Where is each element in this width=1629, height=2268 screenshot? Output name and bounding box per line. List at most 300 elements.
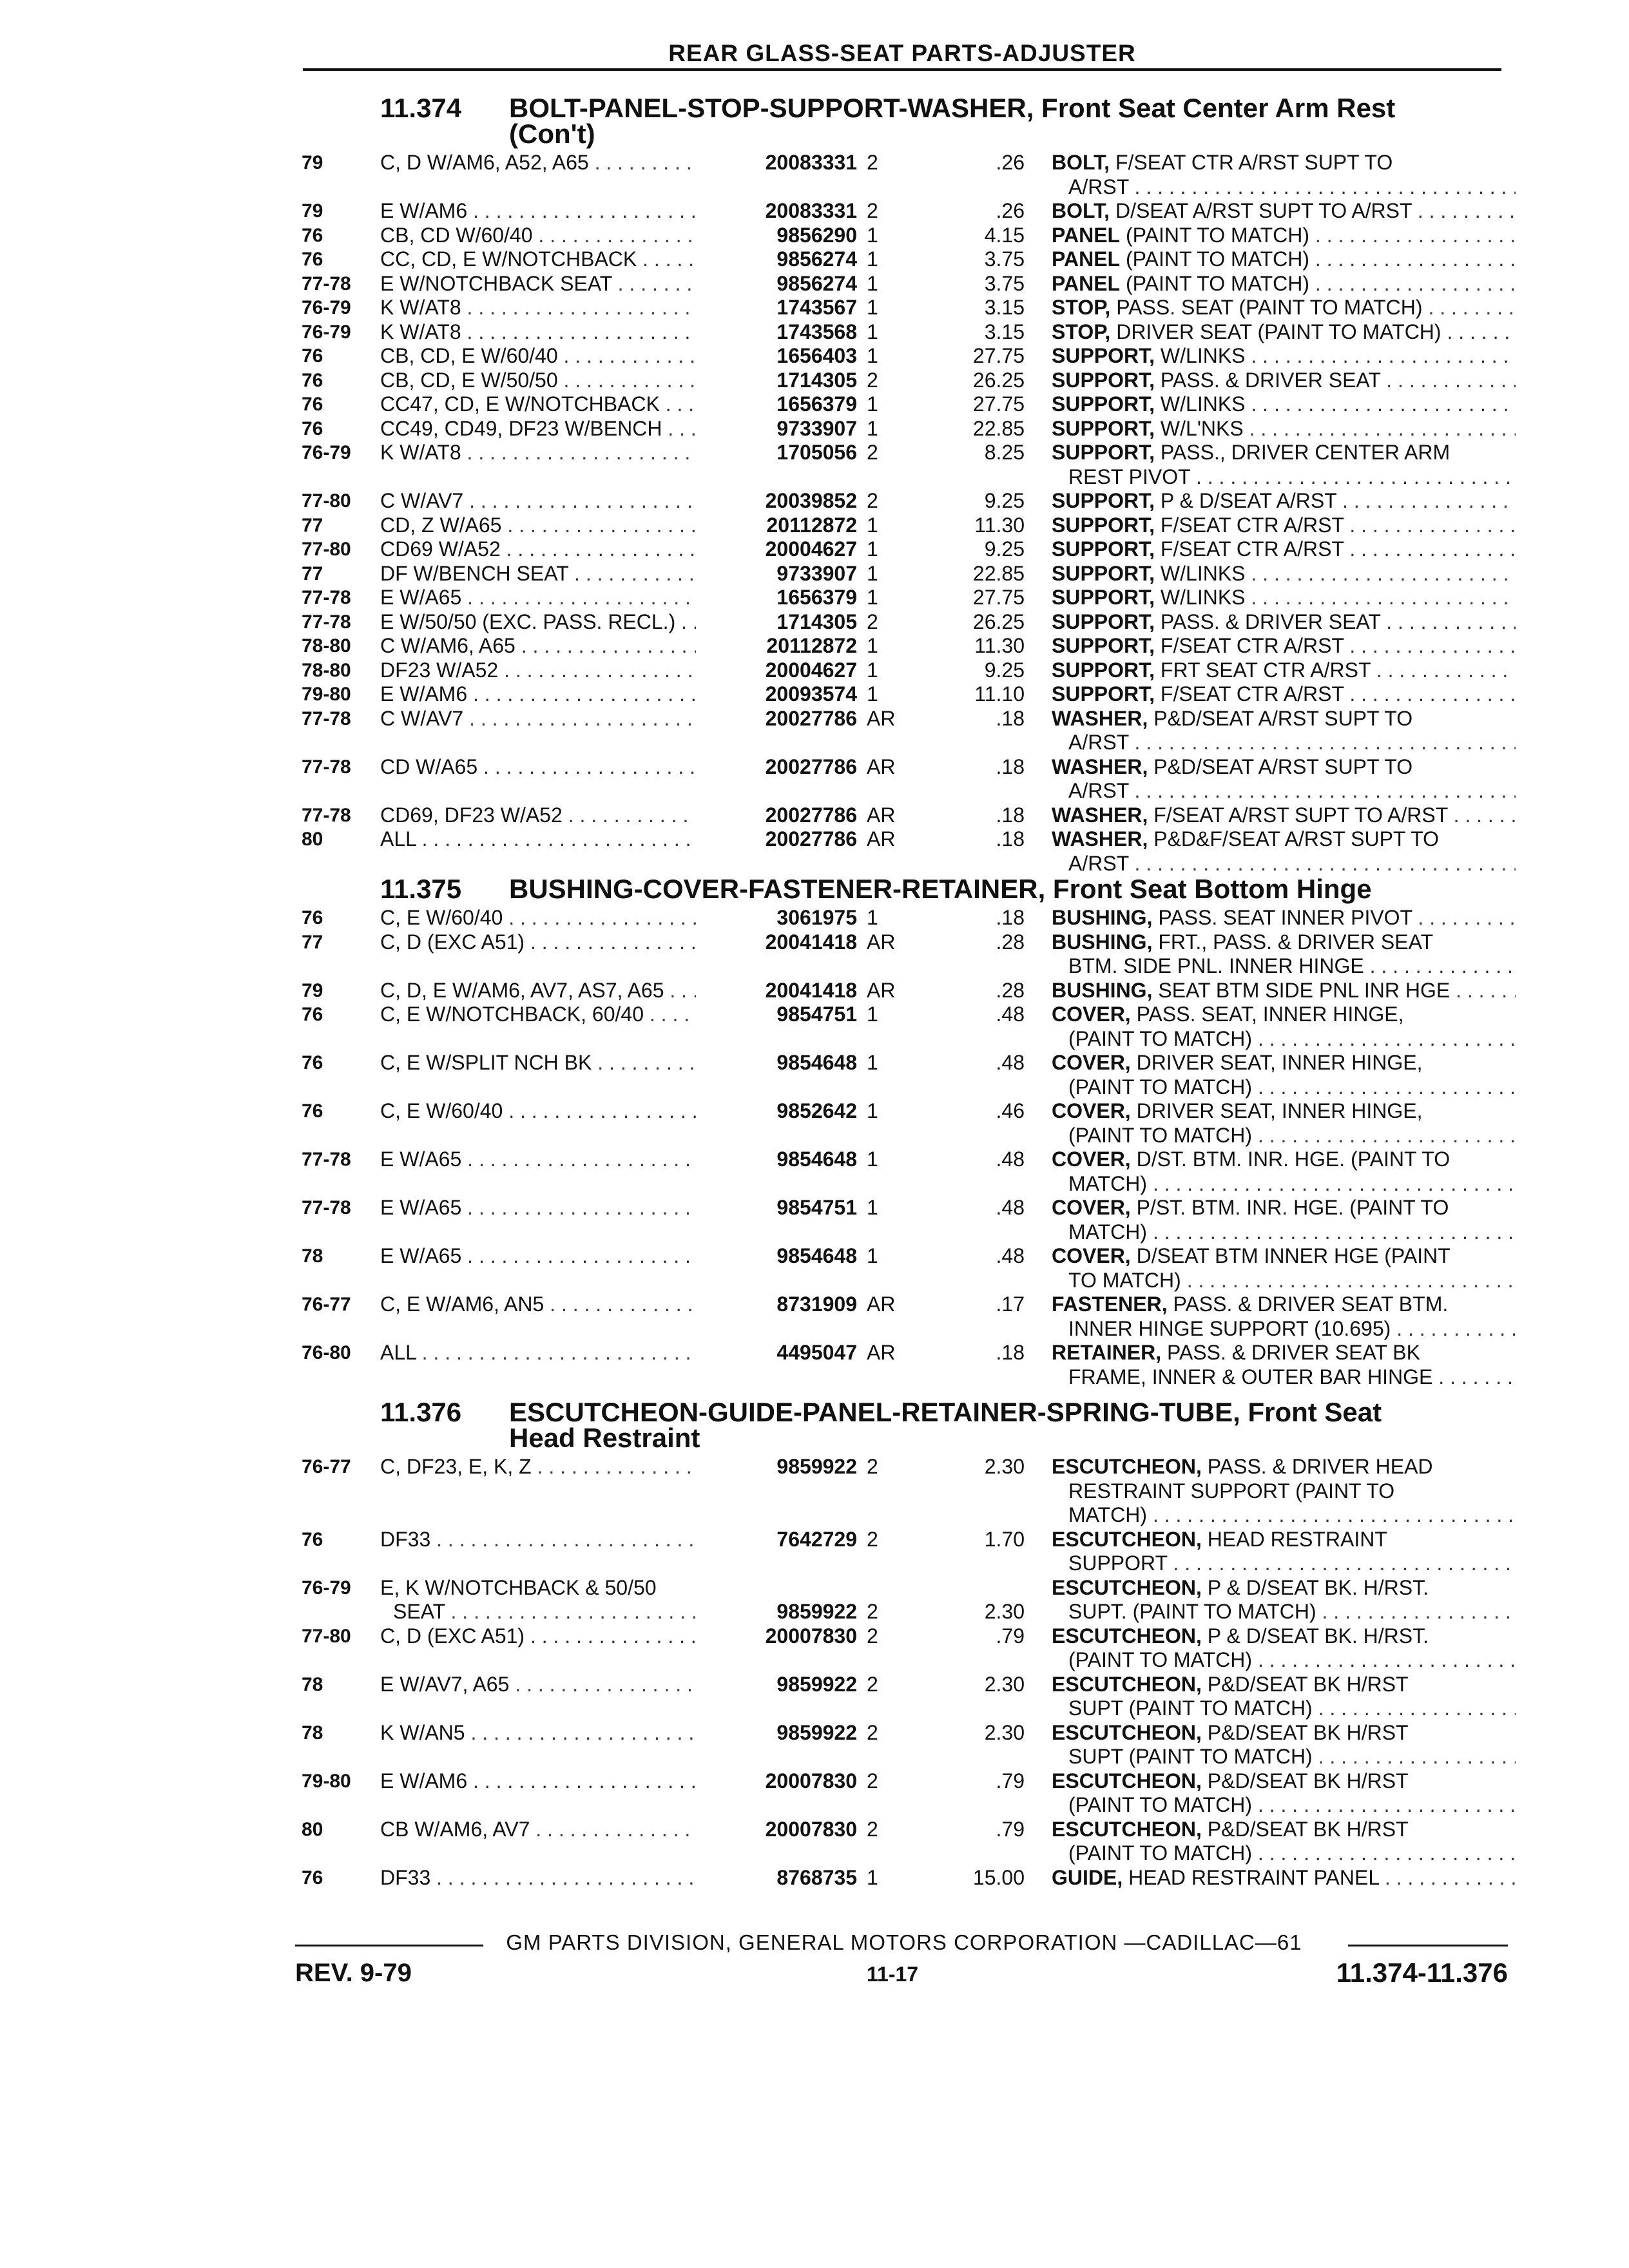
description-cell — [1052, 682, 1516, 707]
quantity-cell: 1 — [867, 1196, 878, 1219]
part-noun: BUSHING, — [1052, 978, 1153, 1002]
price-cell: 26.25 — [972, 610, 1025, 633]
description-cell — [1052, 1624, 1516, 1673]
description-line: COVER, PASS. SEAT, INNER HINGE, — [1052, 1003, 1404, 1026]
description-cell — [1052, 1148, 1516, 1196]
description-cell — [1052, 392, 1516, 417]
model-cell — [380, 610, 722, 635]
year-cell: 77-80 — [302, 539, 351, 560]
part-noun: WASHER, — [1052, 706, 1148, 730]
model-text: C, E W/60/40 . . . — [380, 906, 722, 929]
part-number-cell: 1656403 — [696, 344, 857, 369]
model-text: E W/AM6 . . . — [380, 682, 722, 706]
model-cell — [380, 514, 722, 538]
year-cell: 76 — [302, 369, 323, 391]
part-noun: COVER, — [1052, 1051, 1131, 1074]
description-cell — [1052, 1866, 1516, 1890]
model-text: C, D (EXC A51) . . . — [380, 1624, 722, 1648]
description-cell — [1052, 562, 1516, 586]
price-cell: .48 — [996, 1148, 1025, 1171]
model-text: E W/A65 . . . — [380, 586, 722, 609]
price-cell: 11.30 — [974, 513, 1025, 537]
quantity-cell: 1 — [867, 634, 878, 657]
section-name: BOLT-PANEL-STOP-SUPPORT-WASHER, — [509, 93, 1034, 123]
table-row — [0, 979, 1629, 1003]
price-cell: .26 — [996, 151, 1025, 174]
description-line: SUPPORT, F/SEAT CTR A/RST . . . — [1052, 537, 1516, 562]
part-number-cell: 9859922 — [696, 1455, 857, 1479]
part-number-cell: 9854648 — [696, 1244, 857, 1269]
description-line: SUPPORT, W/L'NKS . . . — [1052, 417, 1516, 441]
description-cell — [1052, 272, 1516, 296]
section-name: ESCUTCHEON-GUIDE-PANEL-RETAINER-SPRING-TUBE, — [509, 1397, 1240, 1427]
quantity-cell: 1 — [867, 1003, 878, 1026]
quantity-cell: AR — [867, 827, 896, 850]
section-11-374 — [0, 95, 1629, 876]
model-cell — [380, 247, 722, 272]
model-cell — [380, 979, 722, 1003]
model-cell — [380, 658, 722, 683]
section-range: 11.374-11.376 — [1336, 1957, 1508, 1988]
section-subtitle: Head Restraint — [509, 1423, 700, 1453]
model-cell — [380, 586, 722, 610]
quantity-cell: AR — [867, 978, 896, 1002]
description-line: STOP, DRIVER SEAT (PAINT TO MATCH) . . . — [1052, 320, 1516, 345]
quantity-cell: 1 — [867, 392, 878, 416]
quantity-cell: 1 — [867, 561, 878, 585]
description-line: SUPPORT, W/LINKS . . . — [1052, 586, 1516, 610]
table-row — [0, 224, 1629, 248]
part-number-cell: 20112872 — [696, 634, 857, 658]
quantity-cell: 2 — [867, 1672, 878, 1696]
model-cell — [380, 417, 722, 441]
description-line: COVER, P/ST. BTM. INR. HGE. (PAINT TO — [1052, 1196, 1449, 1219]
table-row — [0, 1528, 1629, 1576]
description-cell — [1052, 930, 1516, 979]
price-cell: 2.30 — [984, 1455, 1025, 1478]
part-number-cell: 9852642 — [696, 1099, 857, 1124]
part-number-cell: 20083331 — [696, 151, 857, 175]
description-line: BUSHING, FRT., PASS. & DRIVER SEAT — [1052, 930, 1434, 954]
description-cell — [1052, 827, 1516, 876]
description-line: ESCUTCHEON, P&D/SEAT BK H/RST — [1052, 1720, 1409, 1744]
description-line: BUSHING, SEAT BTM SIDE PNL INR HGE . . . — [1052, 979, 1516, 1003]
table-row — [0, 1721, 1629, 1769]
description-line: STOP, PASS. SEAT (PAINT TO MATCH) . . . — [1052, 296, 1516, 320]
quantity-cell: 1 — [867, 1865, 878, 1889]
model-cell — [380, 1576, 722, 1624]
price-cell: 2.30 — [984, 1672, 1025, 1696]
quantity-cell: 1 — [867, 658, 878, 682]
year-cell: 76-79 — [302, 442, 351, 463]
description-cell — [1052, 1003, 1516, 1051]
year-cell: 77-80 — [302, 1625, 351, 1647]
description-line: A/RST . . . — [1052, 731, 1516, 755]
model-text-cont: SEAT . . . — [380, 1600, 722, 1623]
part-number-cell: 8731909 — [696, 1293, 857, 1317]
year-cell: 78-80 — [302, 635, 351, 657]
description-line: SUPPORT, P & D/SEAT A/RST . . . — [1052, 489, 1516, 514]
part-noun: ESCUTCHEON, — [1052, 1672, 1202, 1696]
description-cell — [1052, 224, 1516, 248]
table-row — [0, 1196, 1629, 1244]
model-cell — [380, 1624, 722, 1649]
price-cell: 4.15 — [984, 223, 1025, 247]
year-cell: 76-77 — [302, 1294, 351, 1315]
part-noun: GUIDE, — [1052, 1865, 1123, 1889]
table-row — [0, 906, 1629, 930]
year-cell: 77-80 — [302, 490, 351, 512]
part-number-cell: 9854751 — [696, 1003, 857, 1027]
year-cell: 77-78 — [302, 756, 351, 778]
year-cell: 77-78 — [302, 804, 351, 826]
model-cell — [380, 489, 722, 514]
description-line: (PAINT TO MATCH) . . . — [1052, 1841, 1516, 1866]
price-cell: 27.75 — [972, 344, 1025, 367]
table-row — [0, 1051, 1629, 1099]
part-number-cell: 20007830 — [696, 1769, 857, 1794]
quantity-cell: 1 — [867, 223, 878, 247]
table-row — [0, 803, 1629, 828]
description-cell — [1052, 537, 1516, 562]
model-text: C, E W/NOTCHBACK, 60/40 . . . — [380, 1003, 722, 1026]
description-line: MATCH) . . . — [1052, 1172, 1516, 1196]
quantity-cell: 2 — [867, 1769, 878, 1792]
quantity-cell: 1 — [867, 513, 878, 537]
year-cell: 76-80 — [302, 1342, 351, 1363]
part-noun: COVER, — [1052, 1196, 1131, 1219]
quantity-cell: 1 — [867, 586, 878, 609]
model-text: C, DF23, E, K, Z . . . — [380, 1455, 722, 1478]
part-number-cell: 1743567 — [696, 296, 857, 320]
model-text: E W/A65 . . . — [380, 1244, 722, 1267]
model-cell — [380, 1148, 722, 1172]
description-line: ESCUTCHEON, P & D/SEAT BK. H/RST. — [1052, 1575, 1429, 1599]
year-cell: 77-78 — [302, 1197, 351, 1218]
quantity-cell: 2 — [867, 199, 878, 222]
model-text: CD W/A65 . . . — [380, 755, 722, 778]
model-text: E W/AV7, A65 . . . — [380, 1673, 722, 1696]
model-text: E W/AM6 . . . — [380, 199, 722, 222]
part-noun: SUPPORT, — [1052, 368, 1155, 392]
model-text: ALL . . . — [380, 1341, 722, 1364]
description-cell — [1052, 1576, 1516, 1624]
table-row — [0, 441, 1629, 489]
table-row — [0, 151, 1629, 199]
part-number-cell: 9856274 — [696, 272, 857, 296]
price-cell: .79 — [996, 1624, 1025, 1648]
quantity-cell: 1 — [867, 271, 878, 295]
part-number-cell: 20112872 — [696, 514, 857, 538]
description-line: SUPPORT, W/LINKS . . . — [1052, 392, 1516, 417]
part-number-cell: 1656379 — [696, 586, 857, 610]
quantity-cell: 1 — [867, 416, 878, 440]
model-text: C, E W/AM6, AN5 . . . — [380, 1293, 722, 1316]
quantity-cell: 2 — [867, 1817, 878, 1841]
quantity-cell: AR — [867, 754, 896, 778]
quantity-cell: 1 — [867, 344, 878, 367]
model-cell — [380, 296, 722, 320]
model-cell — [380, 562, 722, 586]
table-row — [0, 930, 1629, 979]
description-line: SUPPORT, F/SEAT CTR A/RST . . . — [1052, 682, 1516, 707]
model-text: CD, Z W/A65 . . . — [380, 514, 722, 537]
model-text: C, E W/SPLIT NCH BK . . . — [380, 1051, 722, 1074]
quantity-cell: 1 — [867, 537, 878, 561]
description-line: ESCUTCHEON, P&D/SEAT BK H/RST — [1052, 1817, 1409, 1841]
model-cell — [380, 1341, 722, 1365]
model-text: K W/AN5 . . . — [380, 1721, 722, 1744]
year-cell: 77-78 — [302, 707, 351, 729]
part-number-cell: 20039852 — [696, 489, 857, 514]
description-line: WASHER, P&D&F/SEAT A/RST SUPT TO — [1052, 827, 1440, 850]
part-noun: FASTENER, — [1052, 1293, 1168, 1316]
year-cell: 76 — [302, 1004, 323, 1025]
model-cell — [380, 634, 722, 658]
part-number-cell: 7642729 — [696, 1528, 857, 1552]
section-title — [380, 876, 1514, 902]
model-cell — [380, 1293, 722, 1317]
description-cell — [1052, 417, 1516, 441]
part-number-cell: 9733907 — [696, 562, 857, 586]
price-cell: .18 — [996, 706, 1025, 730]
model-text: C, D (EXC A51) . . . — [380, 930, 722, 954]
model-cell — [380, 803, 722, 828]
year-cell: 76-79 — [302, 321, 351, 343]
table-row — [0, 827, 1629, 876]
description-line: (PAINT TO MATCH) . . . — [1052, 1793, 1516, 1818]
description-line: ESCUTCHEON, P&D/SEAT BK H/RST — [1052, 1769, 1409, 1792]
description-cell — [1052, 1455, 1516, 1528]
description-line: RESTRAINT SUPPORT (PAINT TO — [1068, 1479, 1395, 1503]
model-cell — [380, 224, 722, 248]
year-cell: 79 — [302, 152, 323, 173]
part-noun: SUPPORT, — [1052, 416, 1155, 440]
part-number-cell: 9854648 — [696, 1051, 857, 1075]
table-row — [0, 272, 1629, 296]
section-title — [380, 95, 1514, 147]
year-cell: 78-80 — [302, 659, 351, 681]
price-cell: 3.15 — [984, 296, 1025, 319]
model-text: E W/AM6 . . . — [380, 1769, 722, 1792]
quantity-cell: 1 — [867, 906, 878, 929]
section-subject: Front Seat — [1248, 1397, 1382, 1427]
description-line: WASHER, P&D/SEAT A/RST SUPT TO — [1052, 706, 1413, 730]
part-number-cell: 3061975 — [696, 906, 857, 930]
table-row — [0, 417, 1629, 441]
price-cell: .18 — [996, 1341, 1025, 1364]
model-cell — [380, 1244, 722, 1269]
description-cell — [1052, 320, 1516, 345]
description-line: SUPPORT, PASS. & DRIVER SEAT . . . — [1052, 369, 1516, 393]
quantity-cell: 1 — [867, 320, 878, 343]
model-cell — [380, 682, 722, 707]
price-cell: .28 — [996, 978, 1025, 1002]
model-text: C W/AV7 . . . — [380, 489, 722, 512]
table-row — [0, 610, 1629, 635]
part-noun: SUPPORT, — [1052, 537, 1155, 561]
model-text: DF W/BENCH SEAT . . . — [380, 562, 722, 585]
table-row — [0, 1341, 1629, 1389]
part-number-cell: 9859922 — [696, 1721, 857, 1745]
model-cell — [380, 320, 722, 345]
part-noun: SUPPORT, — [1052, 513, 1155, 537]
section-number: 11.374 — [380, 93, 462, 123]
part-noun: SUPPORT, — [1052, 392, 1155, 416]
part-number-cell: 9859922 — [696, 1600, 857, 1624]
table-row — [0, 707, 1629, 755]
model-text: C, D W/AM6, A52, A65 . . . — [380, 151, 722, 174]
description-cell — [1052, 634, 1516, 658]
part-noun: SUPPORT, — [1052, 586, 1155, 609]
price-cell: 9.25 — [984, 489, 1025, 512]
table-row — [0, 1576, 1629, 1624]
price-cell: 3.75 — [984, 247, 1025, 271]
description-cell — [1052, 755, 1516, 803]
quantity-cell: 1 — [867, 1051, 878, 1074]
year-cell: 77 — [302, 931, 323, 953]
description-cell — [1052, 369, 1516, 393]
year-cell: 76 — [302, 394, 323, 415]
description-line: SUPT (PAINT TO MATCH) . . . — [1052, 1696, 1516, 1721]
quantity-cell: 1 — [867, 682, 878, 706]
year-cell: 78 — [302, 1673, 323, 1695]
year-cell: 76 — [302, 345, 323, 367]
part-number-cell: 20004627 — [696, 658, 857, 683]
part-number-cell: 8768735 — [696, 1866, 857, 1890]
model-text: C W/AM6, A65 . . . — [380, 634, 722, 657]
model-text: C, D, E W/AM6, AV7, AS7, A65 . . . — [380, 979, 722, 1002]
part-noun: COVER, — [1052, 1003, 1131, 1026]
description-line: ESCUTCHEON, P&D/SEAT BK H/RST — [1052, 1672, 1409, 1696]
part-number-cell: 20027786 — [696, 803, 857, 828]
part-noun: SUPPORT, — [1052, 344, 1155, 367]
description-line: SUPPORT, PASS. & DRIVER SEAT . . . — [1052, 610, 1516, 635]
section-subtitle: (Con't) — [509, 119, 595, 149]
year-cell: 77-78 — [302, 1149, 351, 1170]
model-text: C, E W/60/40 . . . — [380, 1099, 722, 1122]
price-cell: 11.10 — [974, 682, 1025, 706]
model-text: CB, CD, E W/60/40 . . . — [380, 344, 722, 367]
description-line: SUPPORT, W/LINKS . . . — [1052, 344, 1516, 369]
model-cell — [380, 906, 722, 930]
model-cell — [380, 537, 722, 562]
section-number: 11.376 — [380, 1397, 462, 1427]
description-cell — [1052, 979, 1516, 1003]
year-cell: 77-78 — [302, 587, 351, 608]
description-cell — [1052, 199, 1516, 224]
table-row — [0, 1866, 1629, 1890]
model-text: DF23 W/A52 . . . — [380, 658, 722, 682]
model-cell — [380, 199, 722, 224]
table-row — [0, 682, 1629, 707]
description-cell — [1052, 610, 1516, 635]
part-noun: SUPPORT, — [1052, 682, 1155, 706]
description-line: BOLT, F/SEAT CTR A/RST SUPT TO — [1052, 151, 1393, 174]
part-noun: BUSHING, — [1052, 930, 1153, 954]
table-row — [0, 1293, 1629, 1341]
part-noun: SUPPORT, — [1052, 441, 1155, 464]
part-noun: PANEL — [1052, 271, 1121, 295]
price-cell: .48 — [996, 1003, 1025, 1026]
part-noun: SUPPORT, — [1052, 658, 1155, 682]
model-cell — [380, 707, 722, 731]
table-row — [0, 514, 1629, 538]
table-row — [0, 1099, 1629, 1148]
price-cell: .26 — [996, 199, 1025, 222]
model-cell — [380, 1818, 722, 1842]
part-number-cell: 20007830 — [696, 1624, 857, 1649]
description-line: SUPPORT, PASS., DRIVER CENTER ARM — [1052, 441, 1451, 464]
description-line: SUPT (PAINT TO MATCH) . . . — [1052, 1745, 1516, 1769]
part-noun: SUPPORT, — [1052, 610, 1155, 633]
table-row — [0, 755, 1629, 803]
model-cell — [380, 1769, 722, 1794]
part-noun: PANEL — [1052, 247, 1121, 271]
part-noun: ESCUTCHEON, — [1052, 1575, 1202, 1599]
description-cell — [1052, 1673, 1516, 1721]
table-row — [0, 658, 1629, 683]
description-line: REST PIVOT . . . — [1052, 465, 1516, 490]
model-cell — [380, 1051, 722, 1075]
description-line: (PAINT TO MATCH) . . . — [1052, 1027, 1516, 1052]
model-cell — [380, 392, 722, 417]
model-text: CC, CD, E W/NOTCHBACK . . . — [380, 247, 722, 271]
model-cell — [380, 1003, 722, 1027]
section-11-376 — [0, 1399, 1629, 1890]
table-row — [0, 1769, 1629, 1818]
part-noun: BUSHING, — [1052, 906, 1153, 929]
quantity-cell: 1 — [867, 296, 878, 319]
price-cell: .46 — [996, 1099, 1025, 1122]
model-text: CC49, CD49, DF23 W/BENCH . . . — [380, 417, 722, 440]
model-text: K W/AT8 . . . — [380, 296, 722, 319]
model-cell — [380, 1528, 722, 1552]
quantity-cell: 2 — [867, 1600, 878, 1623]
quantity-cell: 2 — [867, 1455, 878, 1478]
part-noun: STOP, — [1052, 296, 1111, 319]
quantity-cell: 1 — [867, 1099, 878, 1122]
description-cell — [1052, 803, 1516, 828]
price-cell: .18 — [996, 906, 1025, 929]
year-cell: 76-79 — [302, 1577, 351, 1599]
description-cell — [1052, 296, 1516, 320]
model-cell — [380, 441, 722, 465]
year-cell: 76 — [302, 224, 323, 246]
table-row — [0, 1148, 1629, 1196]
quantity-cell: 1 — [867, 1148, 878, 1171]
description-cell — [1052, 586, 1516, 610]
section-name: BUSHING-COVER-FASTENER-RETAINER, — [509, 874, 1046, 904]
description-cell — [1052, 441, 1516, 489]
part-noun: WASHER, — [1052, 803, 1148, 827]
model-text: CC47, CD, E W/NOTCHBACK . . . — [380, 392, 722, 416]
part-noun: ESCUTCHEON, — [1052, 1720, 1202, 1744]
year-cell: 76-77 — [302, 1456, 351, 1477]
part-noun: SUPPORT, — [1052, 634, 1155, 657]
part-noun: WASHER, — [1052, 754, 1148, 778]
year-cell: 76 — [302, 1100, 323, 1122]
footer-division: GM PARTS DIVISION, GENERAL MOTORS CORPORATION —CADILLAC—61 — [506, 1930, 1302, 1954]
part-number-cell: 20093574 — [696, 682, 857, 707]
description-line: TO MATCH) . . . — [1052, 1269, 1516, 1293]
description-line: SUPPORT, FRT SEAT CTR A/RST . . . — [1052, 658, 1516, 683]
description-line: RETAINER, PASS. & DRIVER SEAT BK — [1052, 1341, 1420, 1364]
table-row — [0, 489, 1629, 514]
price-cell: .18 — [996, 754, 1025, 778]
price-cell: 11.30 — [974, 634, 1025, 657]
description-cell — [1052, 344, 1516, 369]
